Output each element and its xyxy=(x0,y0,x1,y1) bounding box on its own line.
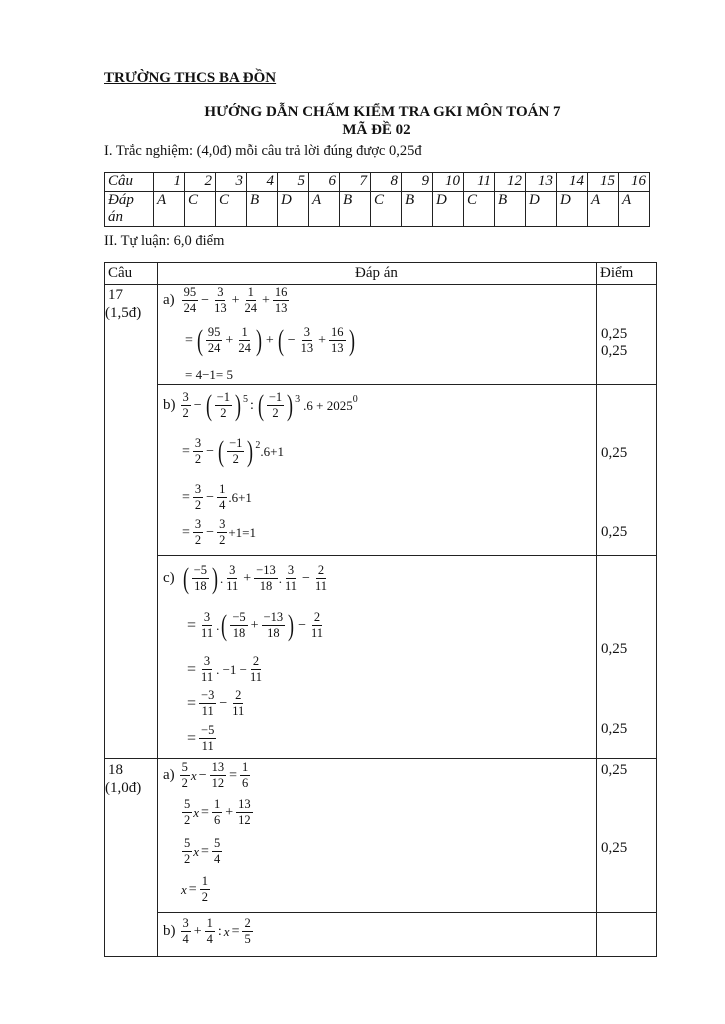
answer-cell: A xyxy=(588,192,619,227)
q17c-step1: = $\frac{3}{11}$ . ( $\frac{-5}{18}$ + $\frac{-13}{18}$ ) − $\frac{2}{11}$ xyxy=(187,608,324,642)
table-divider xyxy=(157,384,656,385)
q18a-step1: $\frac{5}{2}$ x = $\frac{1}{6}$ + $\frac{13}{12}$ xyxy=(184,797,251,827)
part2-heading: II. Tự luận: 6,0 điểm xyxy=(104,233,225,249)
q17c-expression: c) ( $\frac{-5}{18}$ ) . $\frac{3}{11}$ + $\frac{-13}{18}$ . $\frac{3}{11}$ − $\frac{2}{11}$ xyxy=(163,561,327,595)
answer-cell: D xyxy=(557,192,588,227)
question-number: 11 xyxy=(464,173,495,192)
q17b-step2: = $\frac{3}{2}$ − $\frac{1}{4}$ .6+1 xyxy=(182,482,252,512)
answer-cell: A xyxy=(154,192,185,227)
question-18-points: (1,0đ) xyxy=(105,780,142,796)
question-number: 15 xyxy=(588,173,619,192)
answer-cell: C xyxy=(185,192,216,227)
part1-heading: I. Trắc nghiệm: (4,0đ) mỗi câu trả lời đúng được 0,25đ xyxy=(104,143,422,159)
part-label-a: a) xyxy=(163,767,175,783)
answer-row-label: Đáp án xyxy=(105,192,154,227)
score-cell: 0,25 xyxy=(601,343,628,359)
question-number: 5 xyxy=(278,173,309,192)
answer-cell: D xyxy=(278,192,309,227)
table-divider xyxy=(596,262,597,956)
question-number: 12 xyxy=(495,173,526,192)
answer-row xyxy=(105,192,650,227)
question-number: 6 xyxy=(309,173,340,192)
col-header-score: Điểm xyxy=(600,265,634,281)
question-number: 4 xyxy=(247,173,278,192)
part-label-c: c) xyxy=(163,570,175,586)
school-name: TRƯỜNG THCS BA ĐỒN xyxy=(104,70,277,86)
q17c-step4: = $\frac{-5}{11}$ xyxy=(187,723,215,753)
col-header-question: Câu xyxy=(108,265,133,281)
q18b-expression: b) $\frac{3}{4}$ + $\frac{1}{4}$ : x = $\frac{2}{5}$ xyxy=(163,916,251,946)
q18a-step2: $\frac{5}{2}$ x = $\frac{5}{4}$ xyxy=(184,836,221,866)
exam-code: MÃ ĐỀ 02 xyxy=(342,122,411,138)
question-17-number: 17 xyxy=(108,287,123,303)
answer-cell: A xyxy=(309,192,340,227)
answer-cell: C xyxy=(216,192,247,227)
q17b-step1: = $\frac{3}{2}$ − ( $\frac{-1}{2}$ ) $^2$ .6+1 xyxy=(182,434,284,468)
score-cell: 0,25 xyxy=(601,524,628,540)
q17a-step1: = ( $\frac{95}{24}$ + $\frac{1}{24}$ ) + ( − $\frac{3}{13}$ + $\frac{16}{13}$ ) xyxy=(185,323,355,357)
score-cell: 0,25 xyxy=(601,445,628,461)
answer-cell: C xyxy=(464,192,495,227)
document-title: HƯỚNG DẪN CHẤM KIỂM TRA GKI MÔN TOÁN 7 xyxy=(204,104,561,120)
question-number: 8 xyxy=(371,173,402,192)
answer-cell: D xyxy=(433,192,464,227)
q17b-expression: b) $\frac{3}{2}$ − ( $\frac{-1}{2}$ ) $^5$ : ( $\frac{-1}{2}$ ) $^3$ .6 + 2025 $^0$ xyxy=(163,388,358,422)
question-number: 7 xyxy=(340,173,371,192)
answer-cell: B xyxy=(495,192,526,227)
table-divider xyxy=(157,912,656,913)
multiple-choice-table xyxy=(104,172,650,227)
q18a-step3: x = $\frac{1}{2}$ xyxy=(181,874,208,904)
question-number: 2 xyxy=(185,173,216,192)
table-divider xyxy=(157,555,656,556)
question-row xyxy=(105,173,650,192)
score-cell: 0,25 xyxy=(601,721,628,737)
question-number: 16 xyxy=(619,173,650,192)
question-row-label: Câu xyxy=(105,173,154,192)
question-17-points: (1,5đ) xyxy=(105,305,142,321)
score-cell: 0,25 xyxy=(601,840,628,856)
score-cell: 0,25 xyxy=(601,326,628,342)
question-number: 10 xyxy=(433,173,464,192)
answer-cell: B xyxy=(340,192,371,227)
q17b-step3: = $\frac{3}{2}$ − $\frac{3}{2}$ +1=1 xyxy=(182,517,256,547)
q17c-step3: = $\frac{-3}{11}$ − $\frac{2}{11}$ xyxy=(187,688,245,718)
table-divider xyxy=(104,758,656,759)
answer-cell: A xyxy=(619,192,650,227)
col-header-answer: Đáp án xyxy=(355,265,398,281)
part-label-a: a) xyxy=(163,292,175,308)
q17a-step2: = 4−1= 5 xyxy=(185,367,233,382)
question-number: 1 xyxy=(154,173,185,192)
answer-cell: B xyxy=(402,192,433,227)
question-18-number: 18 xyxy=(108,762,123,778)
score-cell: 0,25 xyxy=(601,762,628,778)
question-number: 3 xyxy=(216,173,247,192)
part-label-b: b) xyxy=(163,397,176,413)
answer-cell: D xyxy=(526,192,557,227)
answer-cell: C xyxy=(371,192,402,227)
part-label-b: b) xyxy=(163,923,176,939)
question-number: 14 xyxy=(557,173,588,192)
q17c-step2: = $\frac{3}{11}$ . −1 − $\frac{2}{11}$ xyxy=(187,654,263,684)
table-divider xyxy=(157,262,158,956)
score-cell: 0,25 xyxy=(601,641,628,657)
question-number: 9 xyxy=(402,173,433,192)
question-number: 13 xyxy=(526,173,557,192)
q18a-expression: a) $\frac{5}{2}$ x − $\frac{13}{12}$ = $\frac{1}{6}$ xyxy=(163,760,249,790)
q17a-expression: a) $\frac{95}{24}$ − $\frac{3}{13}$ + $\frac{1}{24}$ + $\frac{16}{13}$ xyxy=(163,285,288,315)
answer-cell: B xyxy=(247,192,278,227)
